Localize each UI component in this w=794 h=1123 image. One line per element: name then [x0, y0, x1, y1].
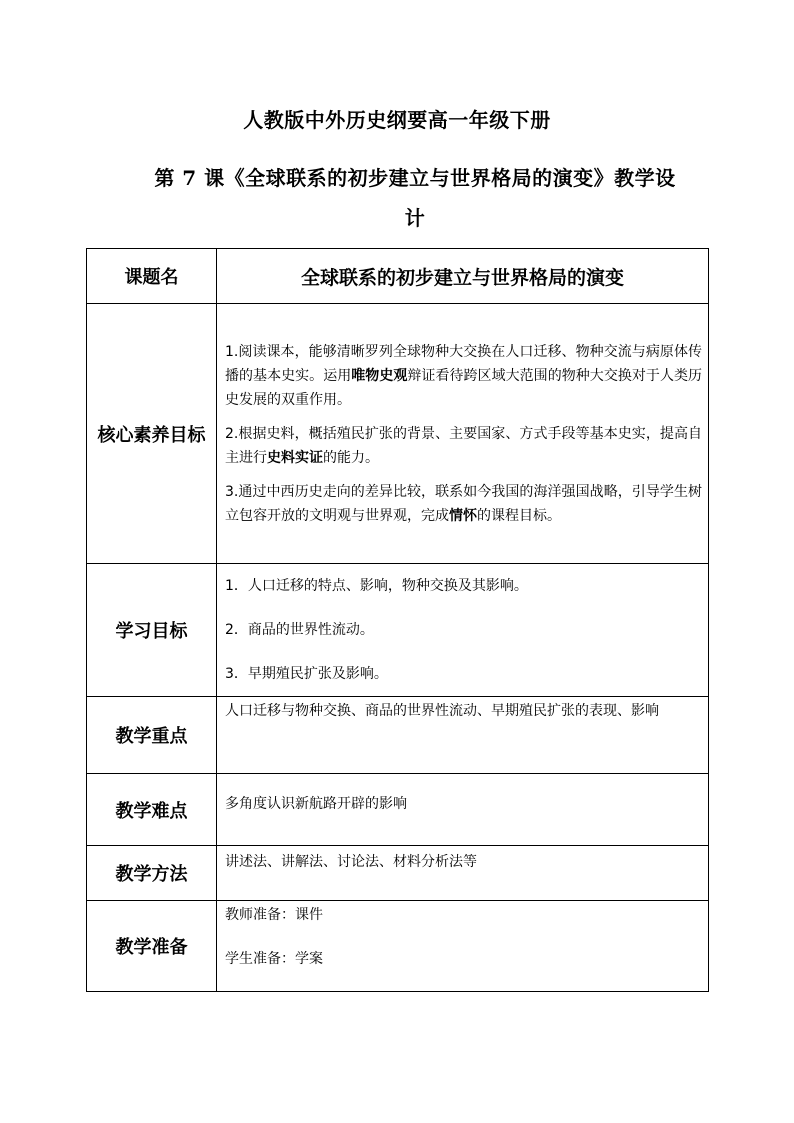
teaching-focus-value: 人口迁移与物种交换、商品的世界性流动、早期殖民扩张的表现、影响 [217, 697, 709, 774]
topic-value: 全球联系的初步建立与世界格局的演变 [217, 249, 709, 304]
table-row-topic [87, 249, 709, 304]
teaching-difficulty-value: 多角度认识新航路开辟的影响 [217, 774, 709, 846]
teaching-methods-value: 讲述法、讲解法、讨论法、材料分析法等 [217, 846, 709, 901]
core-p2-emphasis: 史料实证 [267, 449, 323, 466]
core-p1-text-a: 1.阅读课本，能够清晰罗列全球物种大交换在人口迁移、物种交流与病原体传播的基本史实。运用 [225, 343, 702, 384]
core-p2-text-a: 2.根据史料，概括殖民扩张的背景、主要国家、方式手段等基本史实，提高自主进行 [225, 425, 702, 466]
table-row-preparation [87, 901, 709, 992]
label-teaching-methods: 教学方法 [87, 846, 217, 901]
core-paragraph-3 [225, 480, 702, 528]
core-paragraph-2 [225, 422, 702, 470]
core-p1-text-c: 辩证看待跨区域大范围的物种大交换对于人类历史发展的双重作用。 [225, 367, 703, 408]
label-teaching-focus: 教学重点 [87, 697, 217, 774]
core-p3-text-c: 的课程目标。 [477, 507, 561, 524]
core-p1-emphasis: 唯物史观 [351, 367, 408, 384]
label-learning-goals: 学习目标 [87, 564, 217, 697]
goal-item-3: 3．早期殖民扩张及影响。 [225, 666, 388, 682]
lesson-plan-table [86, 248, 709, 992]
teaching-preparation-content [217, 901, 709, 992]
teacher-preparation: 教师准备：课件 [225, 907, 323, 923]
table-row-focus [87, 697, 709, 774]
student-preparation: 学生准备：学案 [225, 951, 323, 967]
table-row-core [87, 304, 709, 564]
table-row-goals [87, 564, 709, 697]
document-title: 人教版中外历史纲要高一年级下册 [243, 108, 551, 132]
core-paragraph-1 [225, 340, 702, 412]
lesson-title: 第 7 课《全球联系的初步建立与世界格局的演变》教学设计 [154, 166, 676, 230]
label-teaching-difficulty: 教学难点 [87, 774, 217, 846]
label-topic: 课题名 [87, 249, 217, 304]
label-core-literacy: 核心素养目标 [87, 304, 217, 564]
goal-item-2: 2．商品的世界性流动。 [225, 622, 374, 638]
learning-goals-content [217, 564, 709, 697]
label-teaching-preparation: 教学准备 [87, 901, 217, 992]
goal-item-1: 1．人口迁移的特点、影响，物种交换及其影响。 [225, 578, 528, 594]
table-row-difficulty [87, 774, 709, 846]
table-row-methods [87, 846, 709, 901]
core-p3-emphasis: 情怀 [449, 507, 477, 524]
core-p3-text-a: 3.通过中西历史走向的差异比较，联系如今我国的海洋强国战略，引导学生树立包容开放的文明观与世界观，完成 [225, 483, 702, 524]
core-literacy-content [217, 304, 709, 564]
core-p2-text-c: 的能力。 [323, 449, 379, 466]
